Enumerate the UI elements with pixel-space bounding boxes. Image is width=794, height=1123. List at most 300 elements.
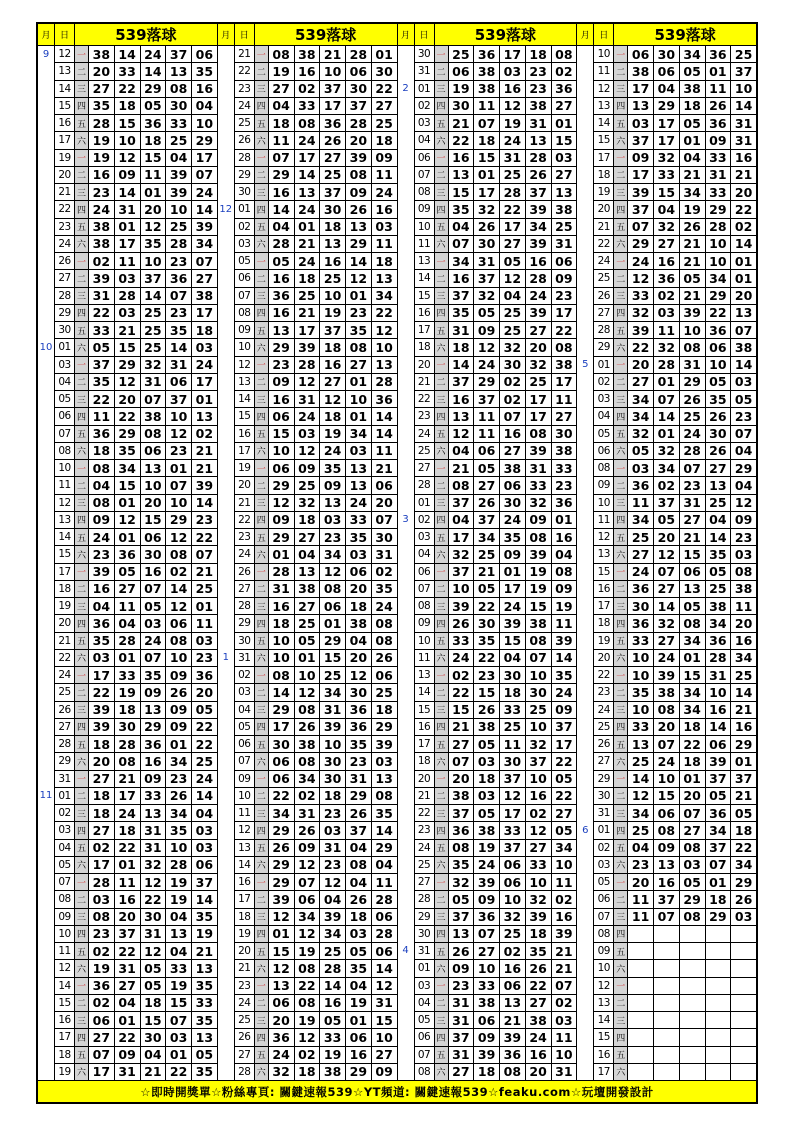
number-cell: 04 (706, 512, 732, 528)
weekday-cell: 六 (255, 753, 269, 769)
number-cell: 07 (449, 753, 475, 769)
number-cell: 10 (654, 771, 680, 787)
month-marker (38, 1046, 54, 1063)
number-cell: 05 (680, 115, 706, 131)
number-cell: 22 (195, 736, 214, 752)
number-cell: 18 (526, 926, 552, 942)
number-cell: 21 (115, 771, 141, 787)
draw-row (415, 408, 577, 425)
number-cell: 33 (628, 719, 654, 735)
weekday-cell: 三 (255, 81, 269, 97)
number-cell: 03 (474, 753, 500, 769)
number-cell: 29 (269, 339, 295, 355)
draw-row (594, 236, 756, 253)
weekday-cell: 四 (75, 408, 89, 424)
month-marker (218, 115, 234, 132)
month-marker (398, 1063, 414, 1080)
number-cell: 18 (141, 132, 167, 148)
number-cell: 26 (680, 219, 706, 235)
day-cell: 20 (235, 477, 255, 493)
draw-row (594, 253, 756, 270)
number-cell: 08 (680, 909, 706, 925)
draw-row (55, 184, 217, 201)
weekday-cell: 三 (614, 909, 628, 925)
number-cell: 05 (706, 374, 732, 390)
day-cell: 19 (55, 1064, 75, 1080)
number-cell: 35 (195, 63, 214, 79)
number-cell (628, 926, 654, 942)
number-cell: 38 (474, 63, 500, 79)
draw-row (235, 667, 397, 684)
number-cell (628, 1012, 654, 1028)
weekday-cell: 三 (614, 598, 628, 614)
number-cell: 38 (295, 736, 321, 752)
number-cell: 23 (680, 477, 706, 493)
day-cell: 13 (594, 546, 614, 562)
number-cell: 13 (346, 460, 372, 476)
number-cell: 03 (734, 909, 753, 925)
number-cell: 06 (500, 857, 526, 873)
number-cell: 27 (526, 995, 552, 1011)
number-cell: 12 (320, 391, 346, 407)
month-marker (577, 649, 593, 666)
weekday-cell: 五 (255, 1047, 269, 1063)
month-marker (398, 925, 414, 942)
month-marker (398, 959, 414, 976)
day-cell: 22 (235, 63, 255, 79)
draw-row (235, 443, 397, 460)
month-marker (218, 408, 234, 425)
number-cell: 38 (89, 46, 115, 62)
number-cell: 12 (115, 512, 141, 528)
number-cell: 37 (346, 98, 372, 114)
number-cell: 09 (141, 771, 167, 787)
number-cell: 32 (500, 339, 526, 355)
number-cell: 01 (734, 253, 753, 269)
number-cell (731, 926, 756, 942)
day-cell: 23 (415, 408, 435, 424)
number-cell: 21 (141, 1064, 167, 1080)
number-cell: 16 (320, 995, 346, 1011)
number-cell: 23 (555, 288, 573, 304)
day-cell: 18 (415, 753, 435, 769)
number-cell: 17 (449, 529, 475, 545)
number-cell: 25 (375, 684, 393, 700)
day-cell: 19 (235, 926, 255, 942)
month-marker (38, 425, 54, 442)
number-cell: 34 (449, 253, 475, 269)
number-cell: 39 (526, 201, 552, 217)
number-cell: 31 (555, 236, 573, 252)
month-marker (577, 494, 593, 511)
month-marker (398, 494, 414, 511)
weekday-cell: 四 (75, 822, 89, 838)
number-cell: 34 (320, 546, 346, 562)
weekday-cell: 一 (435, 564, 449, 580)
number-cell: 31 (141, 822, 167, 838)
weekday-cell: 六 (75, 546, 89, 562)
number-cell: 31 (269, 581, 295, 597)
number-cell: 22 (474, 650, 500, 666)
number-cell: 16 (375, 201, 393, 217)
draw-row (415, 253, 577, 270)
number-cell: 11 (555, 874, 573, 890)
month-marker (398, 218, 414, 235)
number-cell: 03 (195, 822, 214, 838)
number-cell: 24 (195, 771, 214, 787)
number-cell: 13 (166, 926, 192, 942)
month-marker (577, 184, 593, 201)
day-cell: 10 (55, 926, 75, 942)
number-cell: 38 (320, 1064, 346, 1080)
draw-row (594, 201, 756, 218)
draw-row (415, 771, 577, 788)
draw-row (235, 564, 397, 581)
draw-row (235, 201, 397, 218)
number-cell: 22 (115, 408, 141, 424)
number-cell: 08 (526, 529, 552, 545)
draw-row (55, 719, 217, 736)
weekday-cell: 五 (75, 529, 89, 545)
day-cell: 18 (235, 909, 255, 925)
day-cell: 26 (235, 132, 255, 148)
number-cell: 19 (449, 81, 475, 97)
draw-row (594, 684, 756, 701)
number-cell: 39 (166, 184, 192, 200)
number-cell: 32 (654, 150, 680, 166)
month-marker (38, 391, 54, 408)
month-marker (218, 735, 234, 752)
weekday-cell: 一 (614, 357, 628, 373)
draw-row (415, 891, 577, 908)
draw-row (594, 667, 756, 684)
month-marker (38, 477, 54, 494)
draw-row (55, 391, 217, 408)
day-cell: 04 (594, 408, 614, 424)
month-marker (218, 253, 234, 270)
weekday-cell: 二 (614, 788, 628, 804)
number-cell: 08 (449, 840, 475, 856)
number-cell: 08 (346, 339, 372, 355)
month-marker (577, 942, 593, 959)
number-cell: 13 (346, 477, 372, 493)
number-cell: 05 (195, 702, 214, 718)
day-cell: 10 (235, 339, 255, 355)
number-cell: 36 (706, 633, 732, 649)
number-cell: 18 (526, 46, 552, 62)
day-cell: 29 (55, 753, 75, 769)
day-cell: 25 (235, 115, 255, 131)
month-marker (577, 391, 593, 408)
number-cell: 29 (346, 236, 372, 252)
number-cell: 10 (526, 771, 552, 787)
day-cell: 15 (415, 288, 435, 304)
day-cell: 27 (415, 874, 435, 890)
day-cell: 15 (594, 564, 614, 580)
day-cell: 14 (594, 1012, 614, 1028)
number-cell: 24 (654, 650, 680, 666)
number-cell: 31 (706, 167, 732, 183)
number-cell: 36 (320, 115, 346, 131)
number-cell: 19 (346, 995, 372, 1011)
day-cell: 06 (415, 1029, 435, 1045)
number-cell: 02 (526, 805, 552, 821)
number-cell: 06 (269, 408, 295, 424)
number-cell: 29 (269, 529, 295, 545)
weekday-cell: 三 (435, 909, 449, 925)
day-cell: 20 (594, 201, 614, 217)
number-cell: 20 (89, 63, 115, 79)
month-marker (398, 132, 414, 149)
number-cell: 31 (526, 115, 552, 131)
number-cell: 37 (474, 391, 500, 407)
draw-row (55, 322, 217, 339)
number-cell: 03 (474, 788, 500, 804)
draw-row (55, 81, 217, 98)
number-cell: 20 (526, 1064, 552, 1080)
day-cell: 16 (235, 426, 255, 442)
draw-row (594, 874, 756, 891)
number-cell: 03 (141, 615, 167, 631)
number-cell: 31 (375, 546, 393, 562)
number-cell: 05 (680, 874, 706, 890)
number-cell: 07 (654, 564, 680, 580)
number-cell: 26 (166, 684, 192, 700)
number-cell: 06 (89, 1012, 115, 1028)
number-cell: 38 (680, 81, 706, 97)
weekday-cell: 二 (75, 581, 89, 597)
day-cell: 11 (55, 943, 75, 959)
weekday-cell: 四 (255, 615, 269, 631)
weekday-cell: 六 (255, 132, 269, 148)
day-cell: 08 (55, 891, 75, 907)
number-cell: 29 (734, 736, 753, 752)
draw-row (235, 495, 397, 512)
number-cell: 18 (734, 822, 753, 838)
number-cell: 26 (166, 788, 192, 804)
draw-row (594, 529, 756, 546)
number-cell: 03 (654, 305, 680, 321)
weekday-cell: 五 (614, 633, 628, 649)
month-marker (218, 477, 234, 494)
month-marker: 10 (39, 341, 53, 353)
draw-row (594, 1064, 756, 1080)
number-cell: 32 (269, 1064, 295, 1080)
weekday-cell: 五 (435, 1047, 449, 1063)
draw-row (415, 598, 577, 615)
draw-row (55, 426, 217, 443)
day-cell: 28 (235, 598, 255, 614)
number-cell: 33 (295, 98, 321, 114)
number-cell: 04 (375, 857, 393, 873)
number-cell: 34 (706, 270, 732, 286)
number-cell: 03 (89, 891, 115, 907)
number-cell: 35 (474, 633, 500, 649)
draw-row (235, 702, 397, 719)
number-cell: 18 (706, 891, 732, 907)
number-cell: 24 (500, 598, 526, 614)
draw-row (594, 426, 756, 443)
draw-row (55, 305, 217, 322)
number-cell: 15 (166, 995, 192, 1011)
number-cell: 38 (474, 995, 500, 1011)
number-cell: 10 (115, 132, 141, 148)
month-marker (218, 391, 234, 408)
number-cell: 36 (195, 667, 214, 683)
month-marker (577, 322, 593, 339)
number-cell: 19 (474, 840, 500, 856)
number-cell: 33 (706, 150, 732, 166)
weekday-cell: 三 (255, 805, 269, 821)
weekday-cell: 六 (614, 857, 628, 873)
draw-row (594, 288, 756, 305)
number-cell: 21 (295, 236, 321, 252)
number-cell: 36 (474, 46, 500, 62)
number-cell: 28 (526, 150, 552, 166)
number-cell (731, 943, 756, 959)
number-cell: 18 (295, 1064, 321, 1080)
number-cell: 13 (449, 408, 475, 424)
number-cell: 13 (449, 926, 475, 942)
month-marker (38, 201, 54, 218)
draw-row (415, 115, 577, 132)
month-header: 月 (398, 24, 415, 45)
weekday-cell: 四 (614, 305, 628, 321)
number-cell: 28 (375, 374, 393, 390)
draw-row (415, 201, 577, 218)
month-marker (38, 977, 54, 994)
number-cell: 31 (320, 702, 346, 718)
number-cell: 23 (526, 81, 552, 97)
month-marker (398, 598, 414, 615)
number-cell: 22 (115, 943, 141, 959)
number-cell: 10 (706, 253, 732, 269)
draw-row (594, 115, 756, 132)
number-cell: 05 (474, 305, 500, 321)
month-marker (398, 253, 414, 270)
number-cell: 04 (166, 909, 192, 925)
day-cell: 16 (415, 305, 435, 321)
draw-row (594, 719, 756, 736)
number-cell: 05 (706, 788, 732, 804)
number-cell: 24 (295, 132, 321, 148)
number-cell: 02 (500, 374, 526, 390)
draw-row (415, 477, 577, 494)
number-cell: 12 (141, 219, 167, 235)
weekday-cell: 一 (75, 771, 89, 787)
number-cell: 09 (449, 960, 475, 976)
weekday-cell: 四 (614, 615, 628, 631)
weekday-cell: 二 (435, 788, 449, 804)
month-marker (38, 580, 54, 597)
weekday-cell: 一 (435, 771, 449, 787)
number-cell: 05 (680, 270, 706, 286)
number-cell: 01 (474, 167, 500, 183)
number-cell: 06 (269, 753, 295, 769)
number-cell: 17 (526, 391, 552, 407)
draw-row (594, 1047, 756, 1064)
number-cell: 01 (115, 529, 141, 545)
number-cell: 35 (195, 909, 214, 925)
number-cell: 22 (555, 322, 573, 338)
number-cell: 35 (141, 236, 167, 252)
month-marker: 3 (402, 514, 409, 526)
day-cell: 27 (594, 305, 614, 321)
day-cell: 21 (594, 219, 614, 235)
number-cell: 09 (295, 460, 321, 476)
day-cell: 10 (55, 460, 75, 476)
day-cell: 19 (594, 184, 614, 200)
number-cell (706, 978, 732, 994)
number-cell: 26 (269, 840, 295, 856)
day-cell: 24 (594, 702, 614, 718)
day-cell: 23 (235, 81, 255, 97)
number-cell: 34 (734, 857, 753, 873)
draw-row (594, 1029, 756, 1046)
day-cell: 25 (235, 1012, 255, 1028)
number-cell: 38 (141, 408, 167, 424)
month-marker (398, 908, 414, 925)
weekday-cell: 一 (75, 564, 89, 580)
panel-title: 539落球 (474, 26, 537, 44)
number-cell: 10 (628, 650, 654, 666)
number-cell: 24 (555, 684, 573, 700)
number-cell: 13 (654, 857, 680, 873)
day-cell: 12 (235, 357, 255, 373)
number-cell: 11 (375, 874, 393, 890)
month-marker (38, 822, 54, 839)
number-cell: 35 (346, 322, 372, 338)
number-cell: 14 (269, 201, 295, 217)
number-cell: 35 (89, 374, 115, 390)
number-cell: 39 (166, 167, 192, 183)
month-marker (577, 546, 593, 563)
number-cell (654, 1029, 680, 1045)
number-cell: 23 (195, 650, 214, 666)
number-cell: 27 (89, 1029, 115, 1045)
draw-row (55, 667, 217, 684)
day-cell: 26 (235, 1029, 255, 1045)
number-cell: 01 (346, 288, 372, 304)
number-cell: 17 (654, 115, 680, 131)
draw-row (235, 684, 397, 701)
draw-row (235, 633, 397, 650)
draw-row (415, 322, 577, 339)
number-cell: 08 (346, 857, 372, 873)
number-cell: 08 (526, 426, 552, 442)
weekday-cell: 四 (255, 98, 269, 114)
number-cell: 13 (269, 978, 295, 994)
day-cell: 24 (235, 546, 255, 562)
number-cell: 35 (195, 978, 214, 994)
day-cell: 03 (594, 857, 614, 873)
month-marker (38, 132, 54, 149)
number-cell: 36 (654, 270, 680, 286)
number-cell: 09 (474, 322, 500, 338)
number-cell: 30 (474, 236, 500, 252)
day-cell: 08 (55, 443, 75, 459)
month-marker (38, 511, 54, 528)
month-marker (218, 149, 234, 166)
month-marker (577, 1046, 593, 1063)
draw-row (55, 822, 217, 839)
number-cell: 32 (474, 201, 500, 217)
month-marker (577, 977, 593, 994)
weekday-cell: 四 (75, 1029, 89, 1045)
number-cell: 15 (500, 633, 526, 649)
day-cell: 23 (415, 822, 435, 838)
number-cell (680, 960, 706, 976)
